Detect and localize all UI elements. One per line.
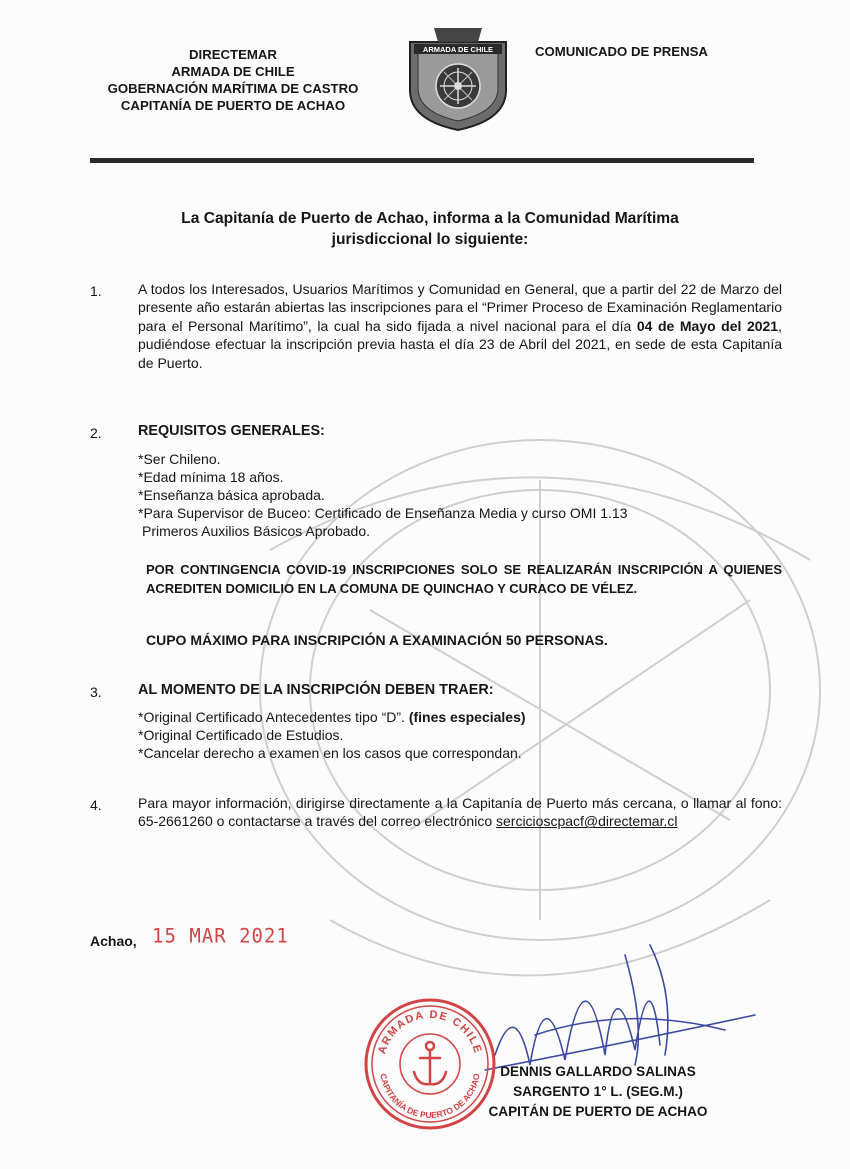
paragraph-text: A todos los Interesados, Usuarios Marítimos y Comunidad en General, que a partir del 22 de Marzo del presente año estarán abiertas las inscripciones para el “Primer Proceso de Examinación Reglamentario para el Personal Marítimo”, la cual ha sido fijada a nivel nacional para el día <box>138 281 782 334</box>
place-label: Achao, <box>90 933 137 949</box>
org-line: DIRECTEMAR <box>189 47 277 62</box>
exam-date: 04 de Mayo del 2021 <box>636 317 779 334</box>
item-number: 3. <box>90 684 102 700</box>
svg-text:ARMADA DE CHILE <box>376 1009 484 1056</box>
page-title <box>120 208 740 250</box>
seal-top-text: ARMADA DE CHILE <box>376 1008 484 1056</box>
requirements-list <box>138 450 627 540</box>
signature <box>475 935 765 1075</box>
list-item: *Original Certificado de Estudios. <box>138 727 344 743</box>
date-stamp: 15 MAR 2021 <box>152 924 289 948</box>
header-divider <box>90 158 754 163</box>
signer-rank: SARGENTO 1° L. (SEG.M.) <box>513 1084 683 1099</box>
title-line: La Capitanía de Puerto de Achao, informa a la Comunidad Marítima <box>181 210 679 227</box>
org-line: ARMADA DE CHILE <box>171 64 295 79</box>
organization-header <box>98 46 368 114</box>
list-item: Primeros Auxilios Básicos Aprobado. <box>142 523 370 539</box>
list-item: *Cancelar derecho a examen en los casos que correspondan. <box>138 745 522 761</box>
signer-title: CAPITÁN DE PUERTO DE ACHAO <box>488 1104 708 1119</box>
item-number: 1. <box>90 283 102 299</box>
navy-crest-logo <box>404 20 512 132</box>
contact-paragraph <box>138 794 782 831</box>
covid-notice: POR CONTINGENCIA COVID-19 INSCRIPCIONES SOLO SE REALIZARÁN INSCRIPCIÓN A QUIENES ACREDITEN DOMICILIO EN LA COMUNA DE QUINCHAO Y CURACO DE VÉLEZ. <box>146 562 782 596</box>
list-item: *Ser Chileno. <box>138 451 221 467</box>
list-item: *Edad mínima 18 años. <box>138 469 284 485</box>
documents-heading: AL MOMENTO DE LA INSCRIPCIÓN DEBEN TRAER: <box>138 682 494 698</box>
title-line: jurisdiccional lo siguiente: <box>331 231 529 248</box>
paragraph-text: , pudiéndose efectuar la inscripción previa hasta el día 23 de Abril del 2021, en sede de esta Capitanía de Puerto. <box>138 317 782 371</box>
list-item-text: *Original Certificado Antecedentes tipo “D”. <box>138 709 409 725</box>
signer-block <box>468 1062 728 1122</box>
org-line: GOBERNACIÓN MARÍTIMA DE CASTRO <box>107 81 359 96</box>
press-release-label: COMUNICADO DE PRENSA <box>535 44 708 59</box>
registration-paragraph <box>138 280 782 372</box>
requirements-heading: REQUISITOS GENERALES: <box>138 423 325 439</box>
seal-bottom-text: CAPITANÍA DE PUERTO DE ACHAO <box>378 1072 482 1121</box>
item-number: 2. <box>90 425 102 441</box>
crest-text: ARMADA DE CHILE <box>422 45 494 54</box>
signer-name: DENNIS GALLARDO SALINAS <box>500 1064 696 1079</box>
documents-list <box>138 708 526 762</box>
org-line: CAPITANÍA DE PUERTO DE ACHAO <box>120 98 346 113</box>
paragraph-text: Para mayor información, dirigirse directamente a la Capitanía de Puerto más cercana, o llamar al fono: 65-2661260 o contactarse a través del correo electrónico <box>138 795 782 830</box>
list-item <box>138 708 526 726</box>
list-item: *Para Supervisor de Buceo: Certificado de Enseñanza Media y curso OMI 1.13 <box>138 505 628 521</box>
email-link[interactable]: sercicioscpacf@directemar.cl <box>496 813 678 830</box>
list-item: *Enseñanza básica aprobada. <box>138 487 325 503</box>
list-item-bold: (fines especiales) <box>408 709 526 725</box>
item-number: 4. <box>90 797 102 813</box>
capacity-notice: CUPO MÁXIMO PARA INSCRIPCIÓN A EXAMINACIÓN 50 PERSONAS. <box>146 632 608 648</box>
